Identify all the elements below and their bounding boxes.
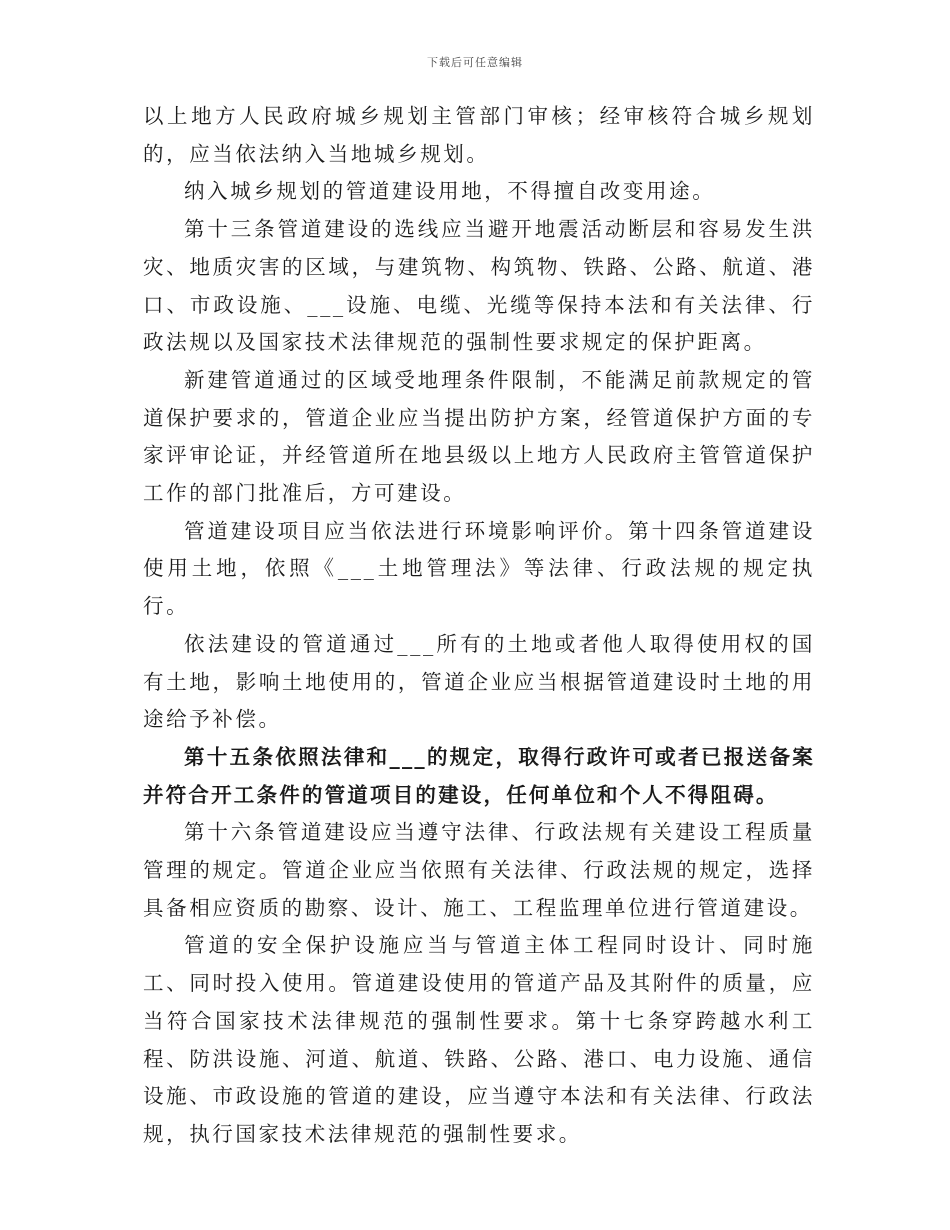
document-body — [143, 98, 815, 1154]
paragraph-article-16: 第十六条管道建设应当遵守法律、行政法规有关建设工程质量管理的规定。管道企业应当依照有关法律、行政法规的规定，选择具备相应资质的勘察、设计、施工、工程监理单位进行管道建设。 — [143, 820, 815, 920]
page-header-note: 下载后可任意编辑 — [427, 56, 523, 69]
paragraph: 新建管道通过的区域受地理条件限制，不能满足前款规定的管道保护要求的，管道企业应当提出防护方案，经管道保护方面的专家评审论证，并经管道所在地县级以上地方人民政府主管管道保护工作的部门批准后，方可建设。 — [143, 367, 815, 506]
paragraph: 纳入城乡规划的管道建设用地，不得擅自改变用途。 — [184, 179, 716, 204]
paragraph-article-15-bold: 第十五条依照法律和___的规定，取得行政许可或者已报送备案并符合开工条件的管道项目的建设，任何单位和个人不得阻碍。 — [143, 744, 815, 807]
paragraph-article-13: 第十三条管道建设的选线应当避开地震活动断层和容易发生洪灾、地质灾害的区域，与建筑物、构筑物、铁路、公路、航道、港口、市政设施、___设施、电缆、光缆等保持本法和有关法律、行政法规以及国家技术法律规范的强制性要求规定的保护距离。 — [143, 217, 815, 355]
paragraph: 依法建设的管道通过___所有的土地或者他人取得使用权的国有土地，影响土地使用的，管道企业应当根据管道建设时土地的用途给予补偿。 — [143, 631, 815, 732]
paragraph-article-17: 管道的安全保护设施应当与管道主体工程同时设计、同时施工、同时投入使用。管道建设使用的管道产品及其附件的质量，应当符合国家技术法律规范的强制性要求。第十七条穿跨越水利工程、防洪设施、河道、航道、铁路、公路、港口、电力设施、通信设施、市政设施的管道的建设，应当遵守本法和有关法律、行政法规，执行国家技术法律规范的强制性要求。 — [143, 933, 815, 1146]
paragraph-article-14: 管道建设项目应当依法进行环境影响评价。第十四条管道建设使用土地，依照《___土地管理法》等法律、行政法规的规定执行。 — [143, 518, 815, 619]
paragraph-continued: 以上地方人民政府城乡规划主管部门审核；经审核符合城乡规划的，应当依法纳入当地城乡规划。 — [143, 104, 815, 166]
